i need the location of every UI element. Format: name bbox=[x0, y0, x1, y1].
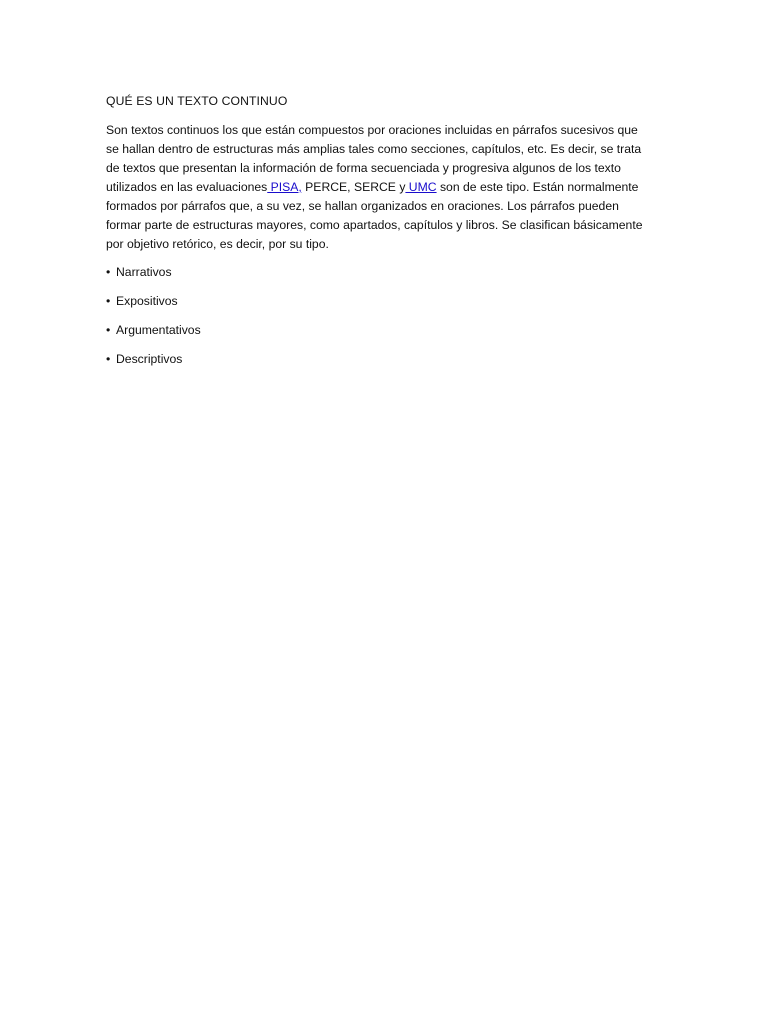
list-item-label: Descriptivos bbox=[116, 352, 183, 366]
list-item-label: Argumentativos bbox=[116, 323, 201, 337]
paragraph-line-5: formados por párrafos que, a su vez, se hallan organizados en oraciones. Los párrafos pueden bbox=[106, 199, 619, 213]
paragraph-line-7: por objetivo retórico, es decir, por su tipo. bbox=[106, 237, 329, 251]
paragraph-line-4-middle: PERCE, SERCE y bbox=[301, 180, 406, 194]
bullet-icon: • bbox=[106, 294, 111, 308]
list-item bbox=[106, 350, 672, 369]
paragraph-line-1: Son textos continuos los que están compuestos por oraciones incluidas en párrafos sucesivos que bbox=[106, 123, 638, 137]
paragraph-line-4 bbox=[106, 178, 672, 197]
pisa-link[interactable]: PISA, bbox=[267, 180, 302, 194]
bullet-icon: • bbox=[106, 323, 111, 337]
bullet-icon: • bbox=[106, 352, 111, 366]
umc-link[interactable]: UMC bbox=[405, 180, 437, 194]
list-item bbox=[106, 292, 672, 311]
document-page bbox=[106, 92, 672, 379]
paragraph-line-4-start: utilizados en las evaluaciones bbox=[106, 180, 268, 194]
paragraph-line-2: se hallan dentro de estructuras más amplias tales como secciones, capítulos, etc. Es decir, se trata bbox=[106, 142, 642, 156]
bullet-icon: • bbox=[106, 265, 111, 279]
paragraph-line-6: formar parte de estructuras mayores, como apartados, capítulos y libros. Se clasifican básicamente bbox=[106, 218, 643, 232]
list-item-label: Expositivos bbox=[116, 294, 178, 308]
paragraph-line-3: de textos que presentan la información de forma secuenciada y progresiva algunos de los texto bbox=[106, 161, 621, 175]
list-item bbox=[106, 263, 672, 282]
text-types-list bbox=[106, 263, 672, 369]
body-paragraph bbox=[106, 121, 672, 254]
document-title: QUÉ ES UN TEXTO CONTINUO bbox=[106, 94, 288, 108]
paragraph-line-4-end: son de este tipo. Están normalmente bbox=[436, 180, 639, 194]
list-item-label: Narrativos bbox=[116, 265, 172, 279]
list-item bbox=[106, 321, 672, 340]
